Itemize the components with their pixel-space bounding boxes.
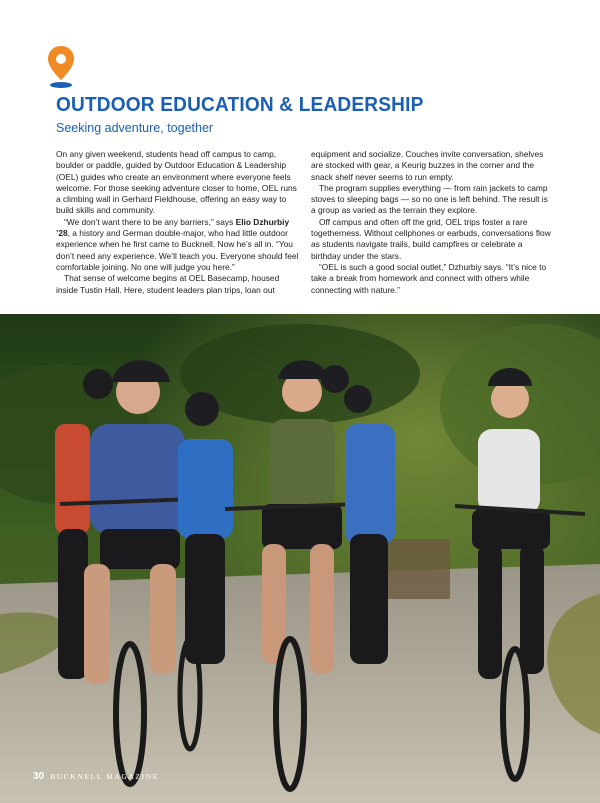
quote-text: , a history and German double-major, who had little outdoor experience when he first came to Bucknell. Now he’s all in. “You don’t need any experience. We’ll teach you. Everyone should feel comfortable joining. No one will judge you here.” <box>56 228 299 272</box>
magazine-name: BUCKNELL MAGAZINE <box>50 772 159 781</box>
paragraph: That sense of welcome begins at OEL Basecamp, housed inside Tustin Hall. Here, student leaders plan trips, loan out <box>56 273 280 295</box>
page-number: 30 <box>33 771 45 782</box>
paragraph: The program supplies everything — from rain jackets to camp stoves to sleeping bags — so no one is left behind. The result is a group as varied as the terrain they explore. <box>311 182 548 216</box>
paragraph: Off campus and often off the grid, OEL trips foster a rare togetherness. Without cellphones or earbuds, conversations flow as students navigate trails, build campfires or celebrate a birthday under the stars. <box>311 216 551 261</box>
cyclists-photo <box>0 314 600 803</box>
page-folio <box>33 771 159 782</box>
body-column-left <box>56 149 299 296</box>
paragraph-quote <box>56 217 299 273</box>
paragraph: “OEL is such a good social outlet,” Dzhurbiy says. “It’s nice to take a break from homework and connect with others while connecting with nature.” <box>311 261 547 295</box>
article-headline: OUTDOOR EDUCATION & LEADERSHIP <box>56 93 424 116</box>
location-pin-icon <box>46 44 76 90</box>
paragraph: equipment and socialize. Couches invite conversation, shelves are stocked with gear, a Keurig buzzes in the corner and the snack shelf never seems to run empty. <box>311 149 544 182</box>
paragraph: On any given weekend, students head off campus to camp, boulder or paddle, guided by Outdoor Education & Leadership (OEL) guides who create an environment where everyone feels welcome. For those seeking adventure closer to home, OEL runs a climbing wall in Gerhard Fieldhouse, offering an easy way to build skills and community. <box>56 149 297 216</box>
body-column-right <box>311 149 554 296</box>
article-subhead: Seeking adventure, together <box>56 121 214 135</box>
quote-text: “We don’t want there to be any barriers,” says <box>64 216 236 227</box>
student-name: Elio Dzhurbiy ’28 <box>56 216 290 239</box>
